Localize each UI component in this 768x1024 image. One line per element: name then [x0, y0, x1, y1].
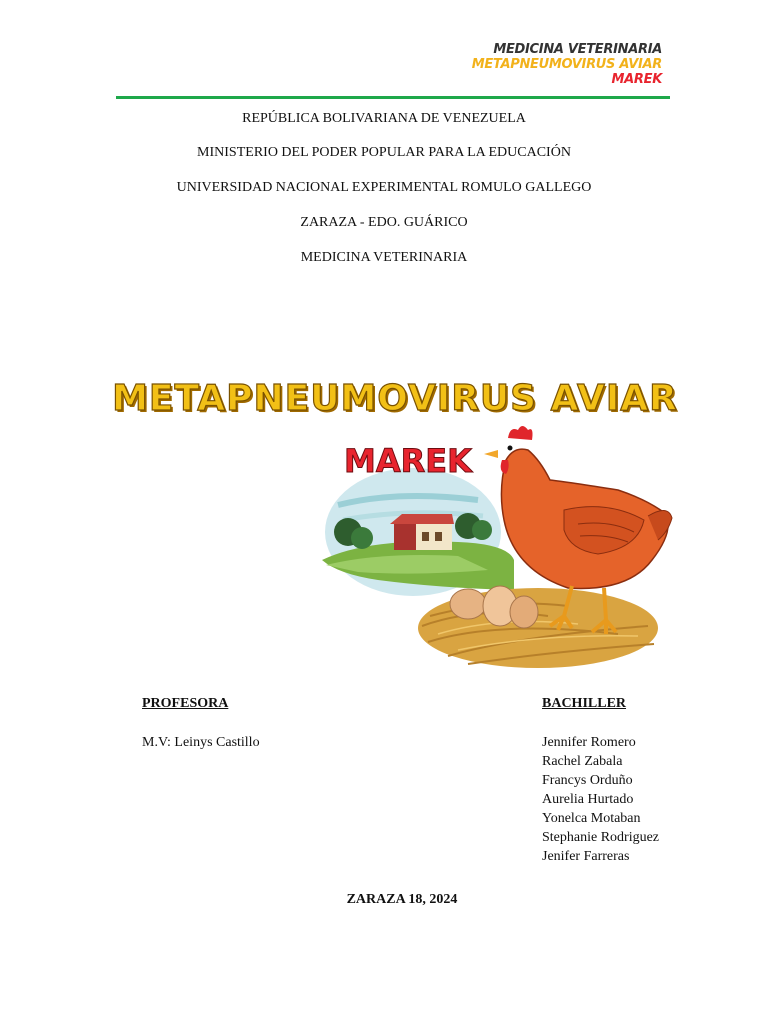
- professor-heading: PROFESORA: [142, 696, 229, 711]
- corner-label-line-1: MEDICINA VETERINARIA: [493, 42, 662, 57]
- professor-name: M.V: Leinys Castillo: [142, 735, 260, 750]
- students-list: [542, 733, 659, 866]
- corner-label-line-3: MAREK: [611, 72, 662, 87]
- corner-label: [472, 42, 662, 87]
- students-heading: BACHILLER: [542, 696, 627, 711]
- student-name: Stephanie Rodriguez: [542, 830, 660, 845]
- header-line-republic: REPÚBLICA BOLIVARIANA DE VENEZUELA: [242, 111, 526, 126]
- hen-farm-illustration: [318, 420, 674, 676]
- student-name: Rachel Zabala: [542, 754, 623, 769]
- cover-title: METAPNEUMOVIRUS AVIAR: [112, 378, 678, 419]
- student-name: Yonelca Motaban: [542, 811, 641, 826]
- cover-subtitle: MAREK: [344, 442, 472, 480]
- corner-label-line-2: METAPNEUMOVIRUS AVIAR: [471, 57, 662, 72]
- header-line-program: MEDICINA VETERINARIA: [300, 250, 468, 265]
- student-name: Francys Orduño: [542, 773, 633, 788]
- header-divider: [116, 96, 670, 99]
- student-name: Aurelia Hurtado: [542, 792, 634, 807]
- header-line-location: ZARAZA - EDO. GUÁRICO: [300, 215, 468, 230]
- header-line-university: UNIVERSIDAD NACIONAL EXPERIMENTAL ROMULO GALLEGO: [176, 180, 592, 195]
- student-name: Jennifer Romero: [542, 735, 636, 750]
- student-name: Jenifer Farreras: [542, 849, 630, 864]
- header-line-ministry: MINISTERIO DEL PODER POPULAR PARA LA EDUCACIÓN: [197, 145, 571, 160]
- footer-date: ZARAZA 18, 2024: [346, 892, 458, 907]
